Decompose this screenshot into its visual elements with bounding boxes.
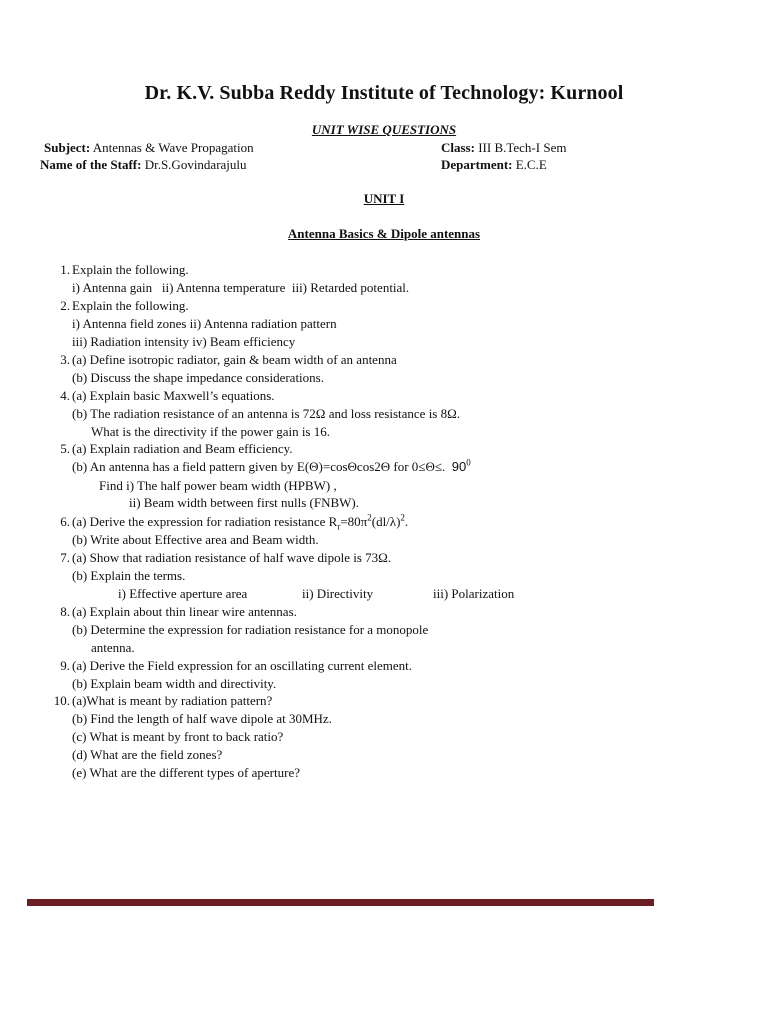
question-text: (b) An antenna has a field pattern given by E(Θ)=cosΘcos2Θ for 0≤Θ≤. bbox=[72, 459, 446, 474]
question-5-line-4: ii) Beam width between first nulls (FNBW). bbox=[129, 495, 359, 510]
question-2 bbox=[52, 298, 189, 314]
question-4 bbox=[52, 388, 275, 404]
question-10-line-4: (d) What are the field zones? bbox=[72, 747, 223, 762]
question-8-line-3: antenna. bbox=[91, 640, 135, 655]
question-9 bbox=[52, 658, 412, 674]
question-number: 4. bbox=[60, 388, 70, 403]
question-7-term-2: ii) Directivity bbox=[302, 586, 374, 601]
question-6-line-2: (b) Write about Effective area and Beam width. bbox=[72, 532, 319, 547]
question-10 bbox=[46, 693, 272, 709]
unit-heading: UNIT I bbox=[363, 191, 405, 206]
question-4-line-3: What is the directivity if the power gain is 16. bbox=[91, 424, 330, 439]
question-4-line-2: (b) The radiation resistance of an antenna is 72Ω and loss resistance is 8Ω. bbox=[72, 406, 461, 421]
formula-end: . bbox=[404, 514, 409, 529]
superscript-2: 2 bbox=[400, 512, 405, 523]
question-number: 2. bbox=[60, 298, 70, 313]
staff-label: Name of the Staff: bbox=[40, 157, 142, 172]
question-10-line-3: (c) What is meant by front to back ratio? bbox=[72, 729, 284, 744]
subscript-r: r bbox=[337, 521, 341, 532]
staff-line bbox=[40, 157, 247, 173]
question-7-term-3: iii) Polarization bbox=[433, 586, 515, 601]
question-7 bbox=[52, 550, 391, 566]
question-text: (a) Explain about thin linear wire antennas. bbox=[72, 604, 297, 619]
angle-limit: 90 bbox=[451, 459, 467, 474]
department-label: Department: bbox=[441, 157, 513, 172]
question-text: (a) Derive the Field expression for an oscillating current element. bbox=[72, 658, 413, 673]
formula-part: (dl/λ) bbox=[371, 514, 401, 529]
department-line bbox=[441, 157, 547, 173]
question-8-line-2: (b) Determine the expression for radiation resistance for a monopole bbox=[72, 622, 429, 637]
question-number: 6. bbox=[60, 514, 70, 529]
question-number: 9. bbox=[60, 658, 70, 673]
footer-separator-bar bbox=[27, 899, 654, 906]
superscript-2: 2 bbox=[367, 512, 372, 523]
institute-title: Dr. K.V. Subba Reddy Institute of Technology: Kurnool bbox=[144, 82, 624, 104]
class-label: Class: bbox=[441, 140, 475, 155]
degree-superscript: 0 bbox=[466, 457, 471, 468]
question-text: Explain the following. bbox=[72, 298, 189, 313]
question-2-line-3: iii) Radiation intensity iv) Beam efficiency bbox=[72, 334, 296, 349]
question-text: Explain the following. bbox=[72, 262, 189, 277]
question-number: 8. bbox=[60, 604, 70, 619]
question-5-line-2 bbox=[72, 459, 471, 475]
question-10-line-5: (e) What are the different types of aperture? bbox=[72, 765, 300, 780]
question-text: (a) Define isotropic radiator, gain & beam width of an antenna bbox=[72, 352, 397, 367]
question-5 bbox=[52, 441, 293, 457]
department-value: E.C.E bbox=[515, 157, 547, 172]
question-text: (a)What is meant by radiation pattern? bbox=[72, 693, 273, 708]
question-text: (a) Explain basic Maxwell’s equations. bbox=[72, 388, 275, 403]
question-text: (a) Explain radiation and Beam efficiency. bbox=[72, 441, 293, 456]
unit-wise-heading: UNIT WISE QUESTIONS bbox=[311, 122, 457, 137]
question-3 bbox=[52, 352, 397, 368]
question-text: (a) Show that radiation resistance of half wave dipole is 73Ω. bbox=[72, 550, 392, 565]
staff-value: Dr.S.Govindarajulu bbox=[144, 157, 247, 172]
subject-value: Antennas & Wave Propagation bbox=[92, 140, 254, 155]
subject-label: Subject: bbox=[44, 140, 91, 155]
formula-part: =80π bbox=[340, 514, 368, 529]
question-7-line-2: (b) Explain the terms. bbox=[72, 568, 186, 583]
question-7-term-1: i) Effective aperture area bbox=[118, 586, 248, 601]
question-1 bbox=[52, 262, 189, 278]
question-2-line-2: i) Antenna field zones ii) Antenna radiation pattern bbox=[72, 316, 337, 331]
question-number: 7. bbox=[60, 550, 70, 565]
class-value: III B.Tech-I Sem bbox=[478, 140, 567, 155]
question-9-line-2: (b) Explain beam width and directivity. bbox=[72, 676, 277, 691]
question-5-line-3: Find i) The half power beam width (HPBW) , bbox=[99, 478, 337, 493]
question-text: (a) Derive the expression for radiation resistance R bbox=[72, 514, 338, 529]
question-number: 10. bbox=[53, 693, 70, 708]
unit-subheading: Antenna Basics & Dipole antennas bbox=[287, 226, 481, 241]
question-8 bbox=[52, 604, 297, 620]
question-number: 5. bbox=[60, 441, 70, 456]
question-6 bbox=[52, 514, 408, 530]
question-number: 3. bbox=[60, 352, 70, 367]
question-1-line-2: i) Antenna gain ii) Antenna temperature iii) Retarded potential. bbox=[72, 280, 410, 295]
subject-line bbox=[44, 140, 254, 156]
class-line bbox=[441, 140, 566, 156]
question-10-line-2: (b) Find the length of half wave dipole at 30MHz. bbox=[72, 711, 332, 726]
question-3-line-2: (b) Discuss the shape impedance considerations. bbox=[72, 370, 324, 385]
question-number: 1. bbox=[60, 262, 70, 277]
